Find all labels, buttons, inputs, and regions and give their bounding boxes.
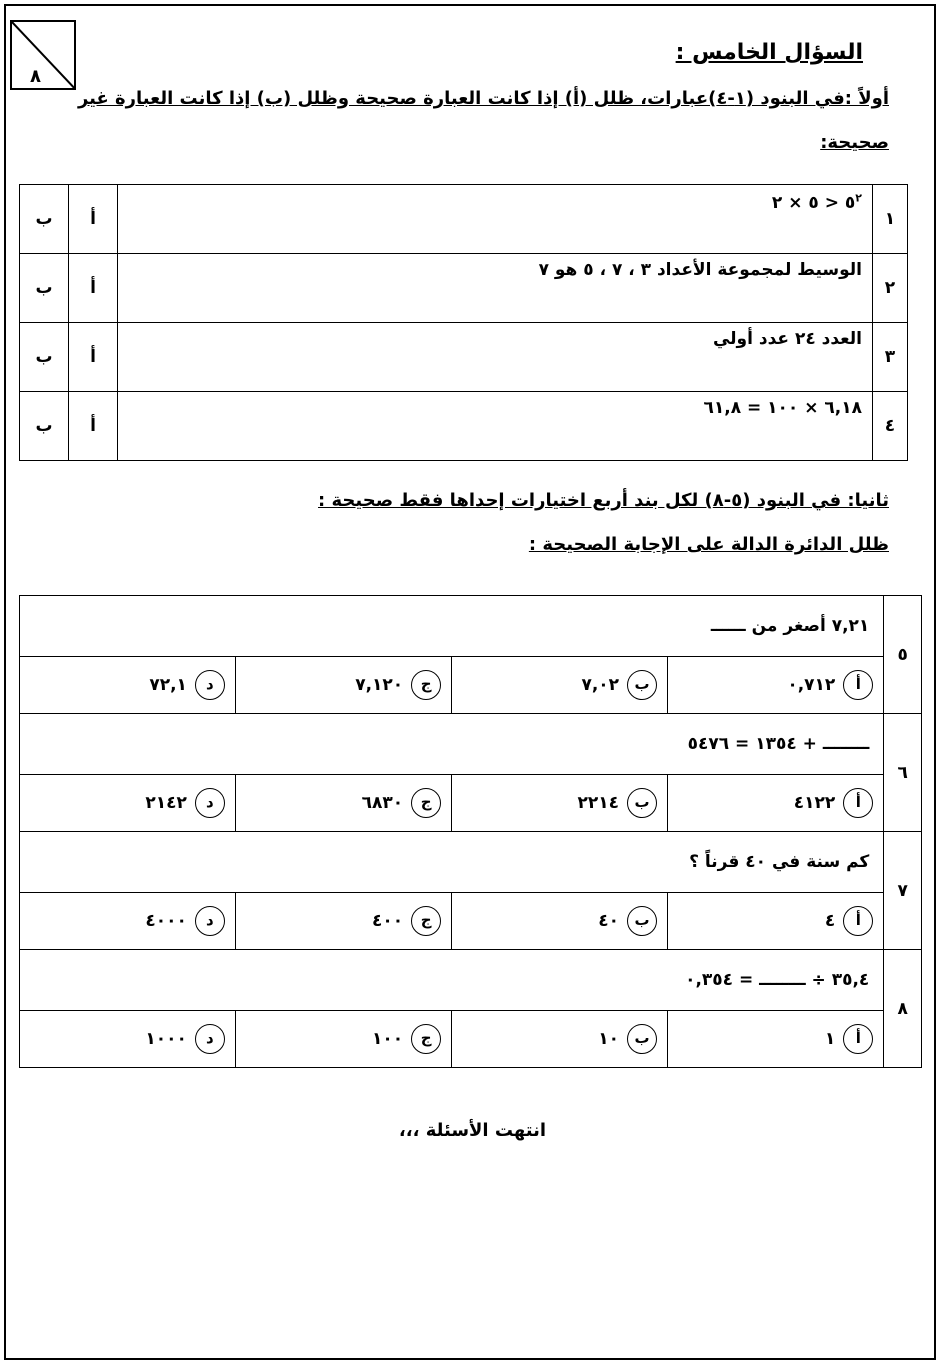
choice-circle[interactable]: أ — [843, 670, 873, 700]
score-value: ٨ — [30, 66, 41, 87]
choice-circle[interactable]: د — [195, 906, 225, 936]
choice-7-d[interactable] — [20, 893, 236, 950]
choice-5-a[interactable] — [668, 657, 884, 714]
statement-3: العدد ٢٤ عدد أولي — [118, 323, 873, 392]
choice-value: ٠,٧١٢ — [787, 675, 836, 695]
mc-choices-row-6 — [20, 775, 922, 832]
tf-row-4 — [20, 392, 908, 461]
mc-choices-row-7 — [20, 893, 922, 950]
statement-1: $٥^٢$ < ٥ × ٢ — [118, 185, 873, 254]
item-number-4: ٤ — [873, 392, 908, 461]
choice-circle[interactable]: أ — [843, 1024, 873, 1054]
item-number-2: ٢ — [873, 254, 908, 323]
mc-question-row-5 — [20, 596, 922, 657]
choice-6-a[interactable] — [668, 775, 884, 832]
choice-value: ١ — [824, 1029, 836, 1049]
part2-instruction-line1: ثانيا: في البنود (٥-٨) لكل بند أربع اختيارات إحداها فقط صحيحة : — [318, 490, 889, 511]
item-number-1: ١ — [873, 185, 908, 254]
mc-choices-row-8 — [20, 1011, 922, 1068]
choice-circle[interactable]: د — [195, 1024, 225, 1054]
item-number-3: ٣ — [873, 323, 908, 392]
mc-question-row-8 — [20, 950, 922, 1011]
mc-choices-row-5 — [20, 657, 922, 714]
choice-8-c[interactable] — [235, 1011, 451, 1068]
choice-7-b[interactable] — [452, 893, 668, 950]
option-b-1[interactable]: ب — [20, 185, 69, 254]
score-box — [10, 20, 76, 90]
option-a-1[interactable]: أ — [69, 185, 118, 254]
true-false-table — [19, 184, 908, 461]
question-6: ــــــــ + ١٣٥٤ = ٥٤٧٦ — [20, 714, 884, 775]
item-number-6: ٦ — [884, 714, 922, 832]
choice-circle[interactable]: أ — [843, 788, 873, 818]
choice-8-b[interactable] — [452, 1011, 668, 1068]
choice-circle[interactable]: أ — [843, 906, 873, 936]
choice-circle[interactable]: ج — [411, 1024, 441, 1054]
tf-row-3 — [20, 323, 908, 392]
choice-value: ٤١٢٢ — [793, 793, 836, 813]
option-a-4[interactable]: أ — [69, 392, 118, 461]
choice-7-c[interactable] — [235, 893, 451, 950]
option-b-4[interactable]: ب — [20, 392, 69, 461]
choice-value: ٢١٤٢ — [145, 793, 187, 813]
choice-value: ٧,٠٢ — [581, 675, 620, 695]
part1-instruction-line1: أولاً :في البنود (١-٤)عبارات، ظلل (أ) إذا كانت العبارة صحيحة وظلل (ب) إذا كانت العبارة غير — [77, 88, 889, 109]
choice-8-a[interactable] — [668, 1011, 884, 1068]
choice-8-d[interactable] — [20, 1011, 236, 1068]
choice-circle[interactable]: ب — [627, 670, 657, 700]
item-number-8: ٨ — [884, 950, 922, 1068]
choice-circle[interactable]: ج — [411, 788, 441, 818]
choice-circle[interactable]: ج — [411, 906, 441, 936]
end-of-questions: انتهت الأسئلة ،،، — [398, 1120, 547, 1141]
choice-value: ٤٠٠ — [372, 911, 404, 931]
choice-circle[interactable]: د — [195, 788, 225, 818]
option-b-3[interactable]: ب — [20, 323, 69, 392]
question-7: كم سنة في ٤٠ قرناً ؟ — [20, 832, 884, 893]
choice-5-c[interactable] — [235, 657, 451, 714]
choice-5-d[interactable] — [20, 657, 236, 714]
choice-circle[interactable]: ب — [627, 788, 657, 818]
section-title: السؤال الخامس : — [675, 40, 863, 65]
question-5: ٧,٢١ أصغر من ــــــ — [20, 596, 884, 657]
statement-4: ٦,١٨ × ١٠٠ = ٦١,٨ — [118, 392, 873, 461]
choice-value: ٤٠ — [598, 911, 620, 931]
score-diagonal — [12, 22, 76, 90]
choice-value: ٧,١٢٠ — [355, 675, 404, 695]
choice-6-d[interactable] — [20, 775, 236, 832]
choice-value: ١٠ — [598, 1029, 620, 1049]
mc-question-row-6 — [20, 714, 922, 775]
choice-circle[interactable]: ب — [627, 1024, 657, 1054]
choice-value: ٤ — [824, 911, 836, 931]
choice-value: ١٠٠ — [372, 1029, 404, 1049]
choice-5-b[interactable] — [452, 657, 668, 714]
mc-question-row-7 — [20, 832, 922, 893]
item-number-7: ٧ — [884, 832, 922, 950]
multiple-choice-table — [19, 595, 922, 1068]
choice-value: ٧٢,١ — [149, 675, 187, 695]
choice-6-b[interactable] — [452, 775, 668, 832]
choice-6-c[interactable] — [235, 775, 451, 832]
tf-row-1 — [20, 185, 908, 254]
question-8: ٣٥,٤ ÷ ــــــــ = ٠,٣٥٤ — [20, 950, 884, 1011]
statement-2: الوسيط لمجموعة الأعداد ٣ ، ٧ ، ٥ هو ٧ — [118, 254, 873, 323]
option-b-2[interactable]: ب — [20, 254, 69, 323]
choice-7-a[interactable] — [668, 893, 884, 950]
choice-value: ٤٠٠٠ — [145, 911, 187, 931]
option-a-3[interactable]: أ — [69, 323, 118, 392]
tf-row-2 — [20, 254, 908, 323]
choice-value: ٢٢١٤ — [577, 793, 620, 813]
option-a-2[interactable]: أ — [69, 254, 118, 323]
item-number-5: ٥ — [884, 596, 922, 714]
part2-instruction-line2: ظلل الدائرة الدالة على الإجابة الصحيحة : — [528, 534, 889, 555]
choice-value: ١٠٠٠ — [145, 1029, 187, 1049]
choice-circle[interactable]: ج — [411, 670, 441, 700]
choice-circle[interactable]: ب — [627, 906, 657, 936]
choice-circle[interactable]: د — [195, 670, 225, 700]
choice-value: ٦٨٣٠ — [361, 793, 404, 813]
part1-instruction-line2: صحيحة: — [820, 132, 889, 153]
